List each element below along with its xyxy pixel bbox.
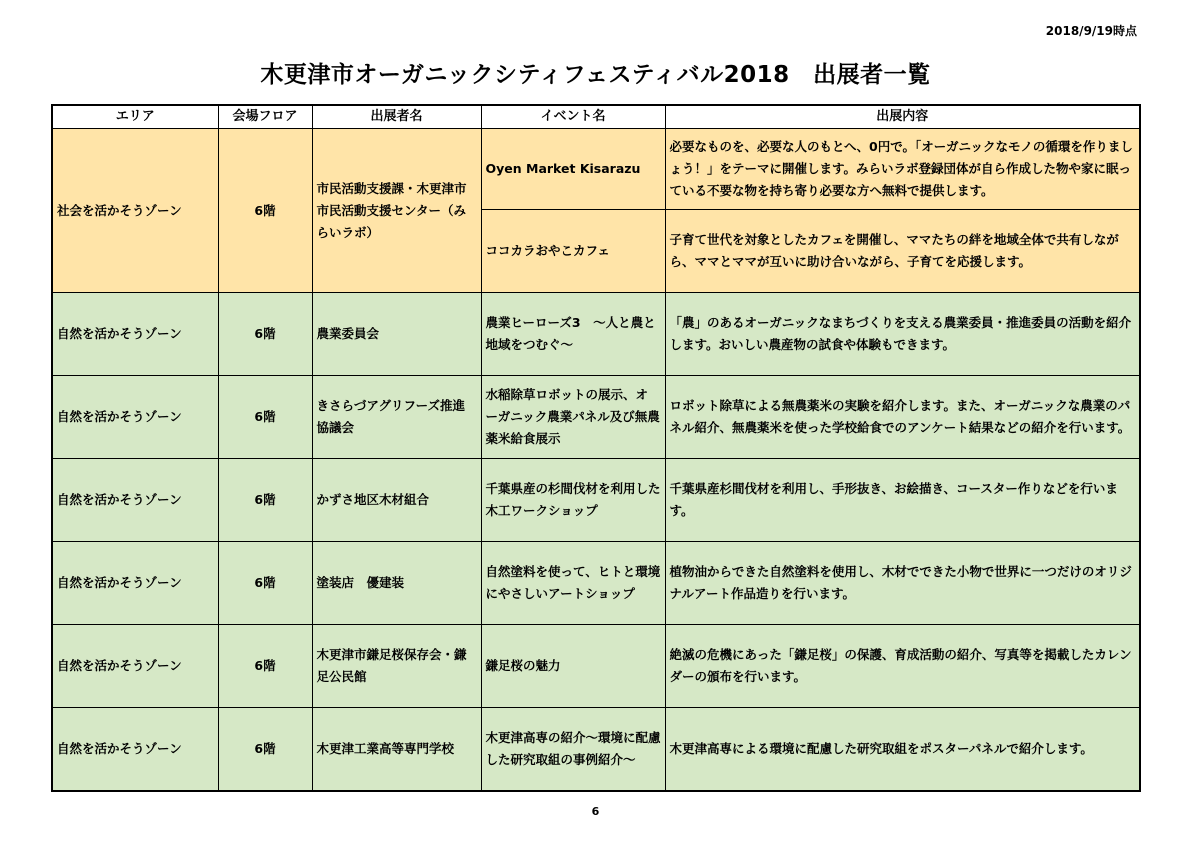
event-cell: Oyen Market Kisarazu xyxy=(481,129,665,210)
exhibitor-cell: 農業委員会 xyxy=(312,293,481,376)
header-area: エリア xyxy=(52,105,218,129)
event-cell: 鎌足桜の魅力 xyxy=(481,625,665,708)
event-cell: ココカラおやこカフェ xyxy=(481,210,665,293)
floor-cell: 6階 xyxy=(218,708,312,792)
exhibitor-cell: かずさ地区木材組合 xyxy=(312,459,481,542)
header-floor: 会場フロア xyxy=(218,105,312,129)
table-row xyxy=(52,542,1140,625)
area-cell: 自然を活かそうゾーン xyxy=(52,293,218,376)
floor-cell: 6階 xyxy=(218,376,312,459)
content-cell: 植物油からできた自然塗料を使用し、木材でできた小物で世界に一つだけのオリジナルアート作品造りを行います。 xyxy=(665,542,1140,625)
table-row xyxy=(52,129,1140,210)
exhibitor-cell: 木更津工業高等専門学校 xyxy=(312,708,481,792)
date-note: 2018/9/19時点 xyxy=(1045,24,1137,38)
floor-cell: 6階 xyxy=(218,293,312,376)
content-cell: 絶滅の危機にあった「鎌足桜」の保護、育成活動の紹介、写真等を掲載したカレンダーの頒布を行います。 xyxy=(665,625,1140,708)
event-cell: 水稲除草ロボットの展示、オーガニック農業パネル及び無農薬米給食展示 xyxy=(481,376,665,459)
exhibitor-table xyxy=(51,104,1141,792)
content-cell: 必要なものを、必要な人のもとへ、0円で。「オーガニックなモノの循環を作りましょう！」をテーマに開催します。みらいラボ登録団体が自ら作成した物や家に眠っている不要な物を持ち寄り必要な方へ無料で提供します。 xyxy=(665,129,1140,210)
exhibitor-cell: 塗装店 優建装 xyxy=(312,542,481,625)
area-cell: 社会を活かそうゾーン xyxy=(52,129,218,293)
area-cell: 自然を活かそうゾーン xyxy=(52,459,218,542)
header-event: イベント名 xyxy=(481,105,665,129)
table-row xyxy=(52,376,1140,459)
exhibitor-cell: 木更津市鎌足桜保存会・鎌足公民館 xyxy=(312,625,481,708)
table-header-row xyxy=(52,105,1140,129)
content-cell: 子育て世代を対象としたカフェを開催し、ママたちの絆を地域全体で共有しながら、ママとママが互いに助け合いながら、子育てを応援します。 xyxy=(665,210,1140,293)
exhibitor-cell: きさらづアグリフーズ推進協議会 xyxy=(312,376,481,459)
table-row xyxy=(52,459,1140,542)
content-cell: 千葉県産杉間伐材を利用し、手形抜き、お絵描き、コースター作りなどを行います。 xyxy=(665,459,1140,542)
area-cell: 自然を活かそうゾーン xyxy=(52,542,218,625)
page-number: 6 xyxy=(591,805,600,818)
event-cell: 木更津高専の紹介～環境に配慮した研究取組の事例紹介～ xyxy=(481,708,665,792)
content-cell: 「農」のあるオーガニックなまちづくりを支える農業委員・推進委員の活動を紹介します。おいしい農産物の試食や体験もできます。 xyxy=(665,293,1140,376)
floor-cell: 6階 xyxy=(218,129,312,293)
floor-cell: 6階 xyxy=(218,625,312,708)
content-cell: ロボット除草による無農薬米の実験を紹介します。また、オーガニックな農業のパネル紹介、無農薬米を使った学校給食でのアンケート結果などの紹介を行います。 xyxy=(665,376,1140,459)
table-row xyxy=(52,293,1140,376)
event-cell: 農業ヒーローズ3 ～人と農と地域をつむぐ～ xyxy=(481,293,665,376)
area-cell: 自然を活かそうゾーン xyxy=(52,376,218,459)
table-row xyxy=(52,708,1140,792)
area-cell: 自然を活かそうゾーン xyxy=(52,625,218,708)
floor-cell: 6階 xyxy=(218,542,312,625)
header-exhibitor: 出展者名 xyxy=(312,105,481,129)
exhibitor-cell: 市民活動支援課・木更津市市民活動支援センター（みらいラボ） xyxy=(312,129,481,293)
header-content: 出展内容 xyxy=(665,105,1140,129)
page-title: 木更津市オーガニックシティフェスティバル2018 出展者一覧 xyxy=(260,62,931,88)
floor-cell: 6階 xyxy=(218,459,312,542)
area-cell: 自然を活かそうゾーン xyxy=(52,708,218,792)
event-cell: 自然塗料を使って、ヒトと環境にやさしいアートショップ xyxy=(481,542,665,625)
event-cell: 千葉県産の杉間伐材を利用した木工ワークショップ xyxy=(481,459,665,542)
content-cell: 木更津高専による環境に配慮した研究取組をポスターパネルで紹介します。 xyxy=(665,708,1140,792)
table-row xyxy=(52,625,1140,708)
